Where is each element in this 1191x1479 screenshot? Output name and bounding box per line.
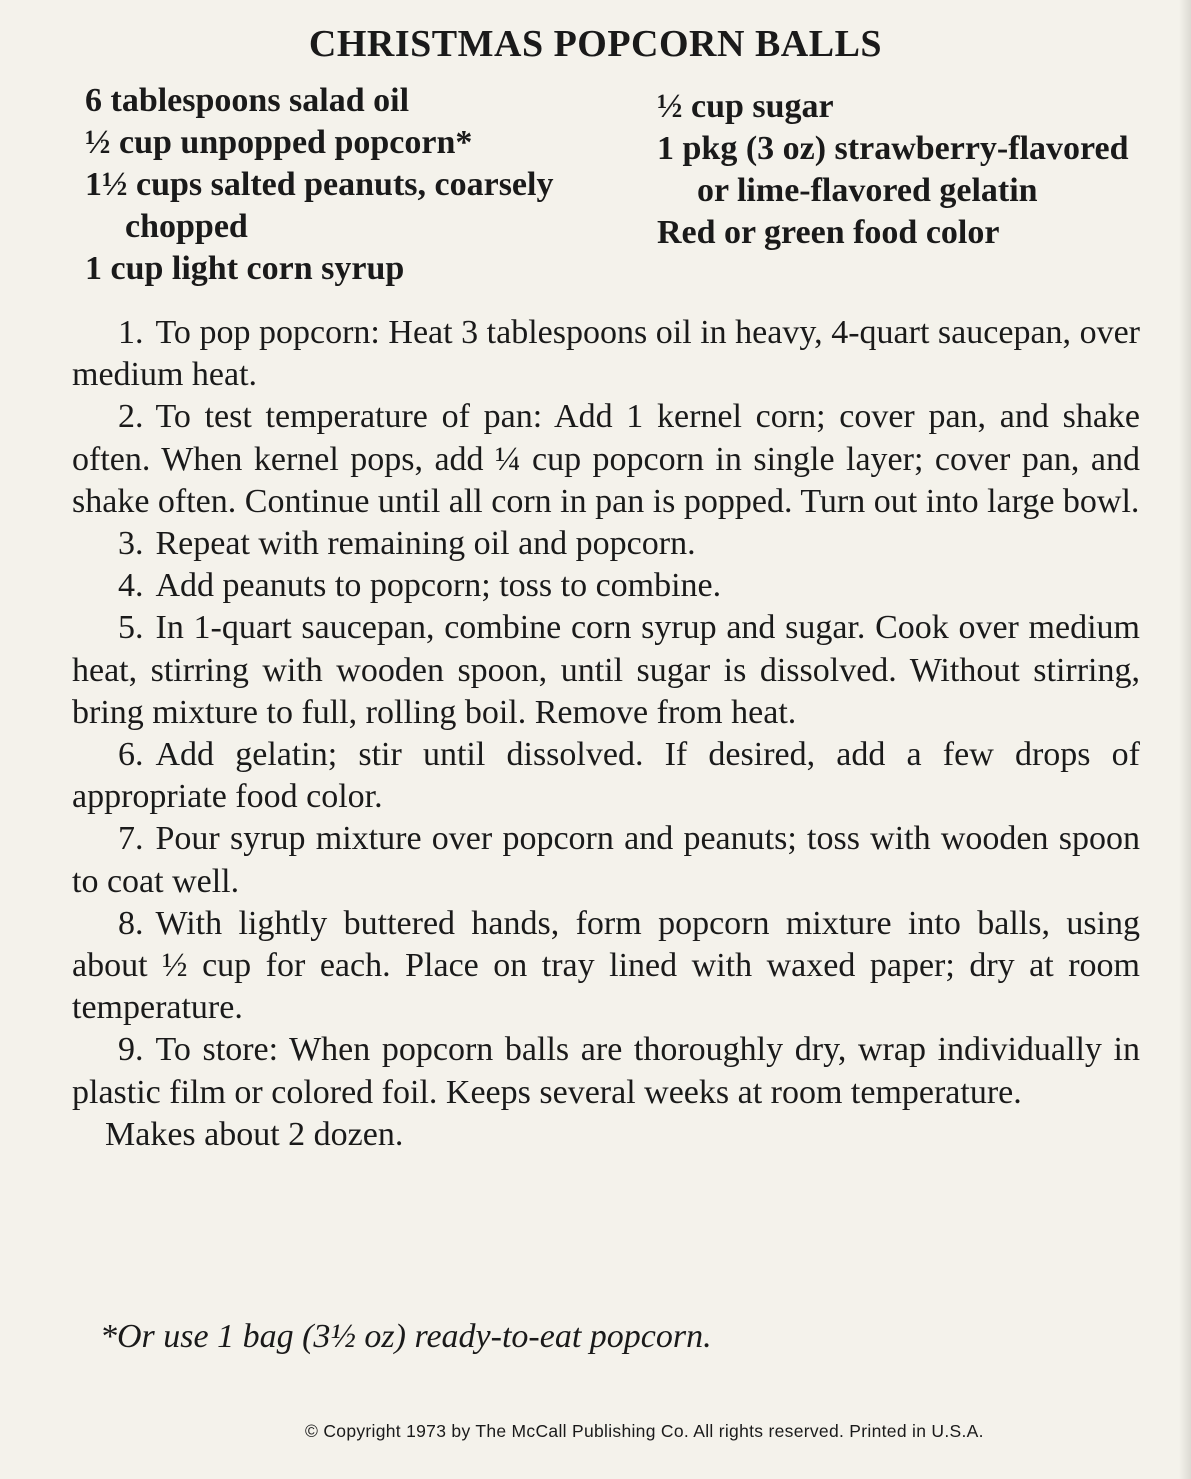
step-text: Add peanuts to popcorn; toss to combine. <box>155 567 722 605</box>
ingredient-item: 1½ cups salted peanuts, coarsely chopped <box>85 166 554 245</box>
step-text: Repeat with remaining oil and popcorn. <box>155 525 696 563</box>
step-number: 4. <box>118 567 144 605</box>
step-item <box>72 607 1140 734</box>
ingredient-item: 1 cup light corn syrup <box>85 250 405 287</box>
ingredient-item: 6 tablespoons salad oil <box>85 82 410 119</box>
step-item <box>72 1029 1140 1113</box>
recipe-title: CHRISTMAS POPCORN BALLS <box>308 23 883 65</box>
step-text: With lightly buttered hands, form popcorn mixture into balls, using about ½ cup for each. Place on tray lined with waxed paper; dry at room temperature. <box>72 904 1140 1027</box>
step-number: 5. <box>118 609 144 647</box>
yield-text: Makes about 2 dozen. <box>105 1115 404 1153</box>
step-number: 1. <box>118 314 144 351</box>
step-number: 2. <box>118 398 144 436</box>
step-number: 8. <box>118 904 144 942</box>
footnote: *Or use 1 bag (3½ oz) ready-to-eat popcorn. <box>100 1318 712 1355</box>
step-number: 3. <box>118 525 144 563</box>
card-edge-shadow <box>1179 0 1191 1479</box>
step-number: 6. <box>118 736 144 774</box>
step-item <box>72 818 1140 902</box>
ingredient-item: ½ cup sugar <box>657 88 834 125</box>
step-item <box>72 565 1140 607</box>
step-item <box>72 312 1140 396</box>
step-item <box>72 523 1140 565</box>
ingredient-item: Red or green food color <box>657 214 1000 251</box>
ingredients-right-column <box>657 80 1137 254</box>
step-text: In 1-quart saucepan, combine corn syrup and sugar. Cook over medium heat, stirring with wooden spoon, until sugar is dissolved. Without stirring, bring mixture to full, rolling boil. Remove from heat. <box>72 609 1140 731</box>
step-text: To test temperature of pan: Add 1 kernel corn; cover pan, and shake often. When kernel pops, add ¼ cup popcorn in single layer; cover pan, and shake often. Continue until all corn in pan is popped. Turn out into large bowl. <box>72 398 1140 520</box>
step-item <box>72 396 1140 523</box>
ingredients-left-column <box>85 80 625 290</box>
steps-list <box>72 312 1140 1114</box>
ingredient-item: ½ cup unpopped popcorn* <box>85 124 473 161</box>
directions-section <box>72 312 1140 1156</box>
step-text: Pour syrup mixture over popcorn and peanuts; toss with wooden spoon to coat well. <box>72 820 1140 900</box>
step-item <box>72 903 1140 1030</box>
step-text: To store: When popcorn balls are thoroughly dry, wrap individually in plastic film or colored foil. Keeps several weeks at room temperature. <box>72 1031 1140 1111</box>
step-number: 9. <box>118 1031 144 1069</box>
step-item <box>72 734 1140 818</box>
step-text: To pop popcorn: Heat 3 tablespoons oil in heavy, 4-quart saucepan, over medium heat. <box>72 314 1140 394</box>
copyright-notice: © Copyright 1973 by The McCall Publishing Co. All rights reserved. Printed in U.S.A. <box>305 1421 984 1441</box>
step-number: 7. <box>118 820 144 858</box>
ingredient-item: 1 pkg (3 oz) strawberry-flavored or lime-flavored gelatin <box>657 130 1129 209</box>
step-text: Add gelatin; stir until dissolved. If desired, add a few drops of appropriate food color. <box>72 736 1140 816</box>
